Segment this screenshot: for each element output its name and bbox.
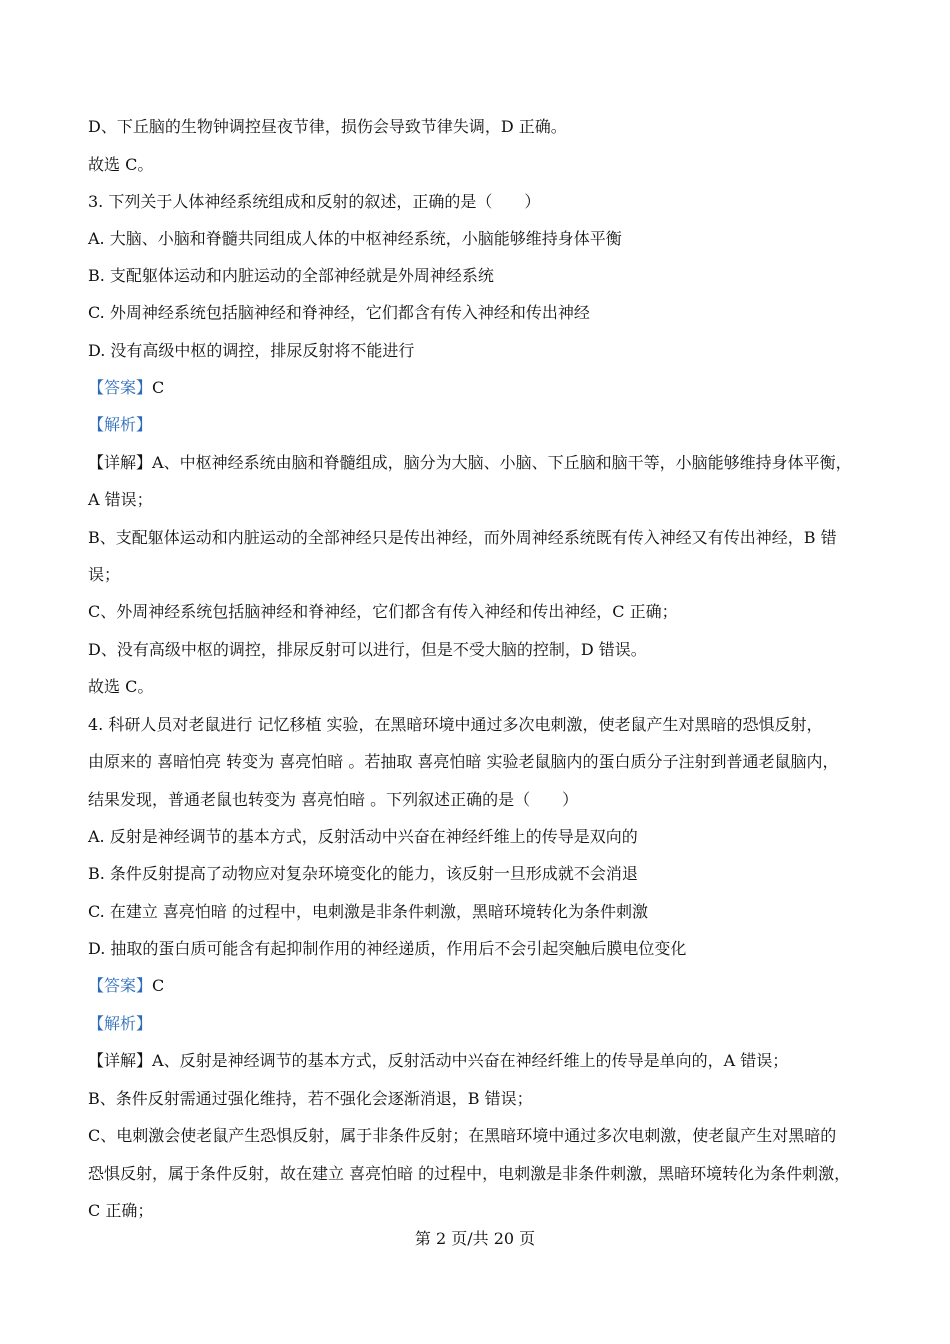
q4-detail-c: C、电刺激会使老鼠产生恐惧反射，属于非条件反射；在黑暗环境中通过多次电刺激，使老鼠产生对黑暗的 bbox=[88, 1126, 837, 1145]
analysis-tag: 【解析】 bbox=[88, 415, 153, 434]
q3-detail-b: B、支配躯体运动和内脏运动的全部神经只是传出神经，而外周神经系统既有传入神经又有传出神经，B 错 bbox=[88, 528, 837, 547]
q3-analysis-heading bbox=[88, 414, 152, 436]
question-4-stem: 4. 科研人员对老鼠进行 记忆移植 实验，在黑暗环境中通过多次电刺激，使老鼠产生对黑暗的恐惧反射， bbox=[88, 715, 823, 734]
q4-option-d: D. 抽取的蛋白质可能含有起抑制作用的神经递质，作用后不会引起突触后膜电位变化 bbox=[88, 939, 687, 958]
q4-option-b: B. 条件反射提高了动物应对复杂环境变化的能力，该反射一旦形成就不会消退 bbox=[88, 864, 638, 883]
q3-option-b: B. 支配躯体运动和内脏运动的全部神经就是外周神经系统 bbox=[88, 266, 494, 285]
analysis-tag: 【解析】 bbox=[88, 1014, 153, 1033]
detail-text: A、中枢神经系统由脑和脊髓组成，脑分为大脑、小脑、下丘脑和脑干等，小脑能够维持身体平衡， bbox=[152, 453, 852, 472]
q4-detail-b: B、条件反射需通过强化维持，若不强化会逐渐消退，B 错误； bbox=[88, 1089, 533, 1108]
detail-tag: 【详解】 bbox=[88, 1051, 153, 1070]
q3-detail-b-cont: 误； bbox=[88, 565, 121, 584]
q2-conclusion: 故选 C。 bbox=[88, 155, 154, 174]
q3-detail-a bbox=[88, 452, 852, 474]
q4-answer bbox=[88, 975, 164, 997]
q3-detail-a-cont: A 错误； bbox=[88, 490, 153, 509]
page-number: 第 2 页/共 20 页 bbox=[414, 1229, 536, 1248]
q4-analysis-heading bbox=[88, 1013, 152, 1035]
question-4-stem-3: 结果发现，普通老鼠也转变为 喜亮怕暗 。下列叙述正确的是（ ） bbox=[88, 790, 579, 809]
q3-detail-d: D、没有高级中枢的调控，排尿反射可以进行，但是不受大脑的控制，D 错误。 bbox=[88, 640, 647, 659]
q3-option-d: D. 没有高级中枢的调控，排尿反射将不能进行 bbox=[88, 341, 415, 360]
detail-text: A、反射是神经调节的基本方式，反射活动中兴奋在神经纤维上的传导是单向的，A 错误； bbox=[152, 1051, 789, 1070]
q3-conclusion: 故选 C。 bbox=[88, 677, 154, 696]
q4-detail-c-end: C 正确； bbox=[88, 1201, 154, 1220]
q3-option-a: A. 大脑、小脑和脊髓共同组成人体的中枢神经系统，小脑能够维持身体平衡 bbox=[88, 229, 622, 248]
question-4-stem-2: 由原来的 喜暗怕亮 转变为 喜亮怕暗 。若抽取 喜亮怕暗 实验老鼠脑内的蛋白质分子注射到普通老鼠脑内， bbox=[88, 752, 839, 771]
q4-detail-a bbox=[88, 1050, 788, 1072]
q3-option-c: C. 外周神经系统包括脑神经和脊神经，它们都含有传入神经和传出神经 bbox=[88, 303, 590, 322]
q3-answer bbox=[88, 377, 164, 399]
question-3-stem: 3. 下列关于人体神经系统组成和反射的叙述，正确的是（ ） bbox=[88, 192, 541, 211]
q4-option-c: C. 在建立 喜亮怕暗 的过程中，电刺激是非条件刺激，黑暗环境转化为条件刺激 bbox=[88, 902, 649, 921]
answer-value: C bbox=[152, 976, 165, 995]
q3-detail-c: C、外周神经系统包括脑神经和脊神经，它们都含有传入神经和传出神经，C 正确； bbox=[88, 602, 678, 621]
q2-option-d-explanation: D、下丘脑的生物钟调控昼夜节律，损伤会导致节律失调，D 正确。 bbox=[88, 117, 567, 136]
answer-tag: 【答案】 bbox=[88, 378, 153, 397]
detail-tag: 【详解】 bbox=[88, 453, 153, 472]
answer-value: C bbox=[152, 378, 165, 397]
q4-detail-c-cont: 恐惧反射，属于条件反射，故在建立 喜亮怕暗 的过程中，电刺激是非条件刺激，黑暗环境转化为条件刺激， bbox=[88, 1164, 851, 1183]
q4-option-a: A. 反射是神经调节的基本方式，反射活动中兴奋在神经纤维上的传导是双向的 bbox=[88, 827, 638, 846]
answer-tag: 【答案】 bbox=[88, 976, 153, 995]
